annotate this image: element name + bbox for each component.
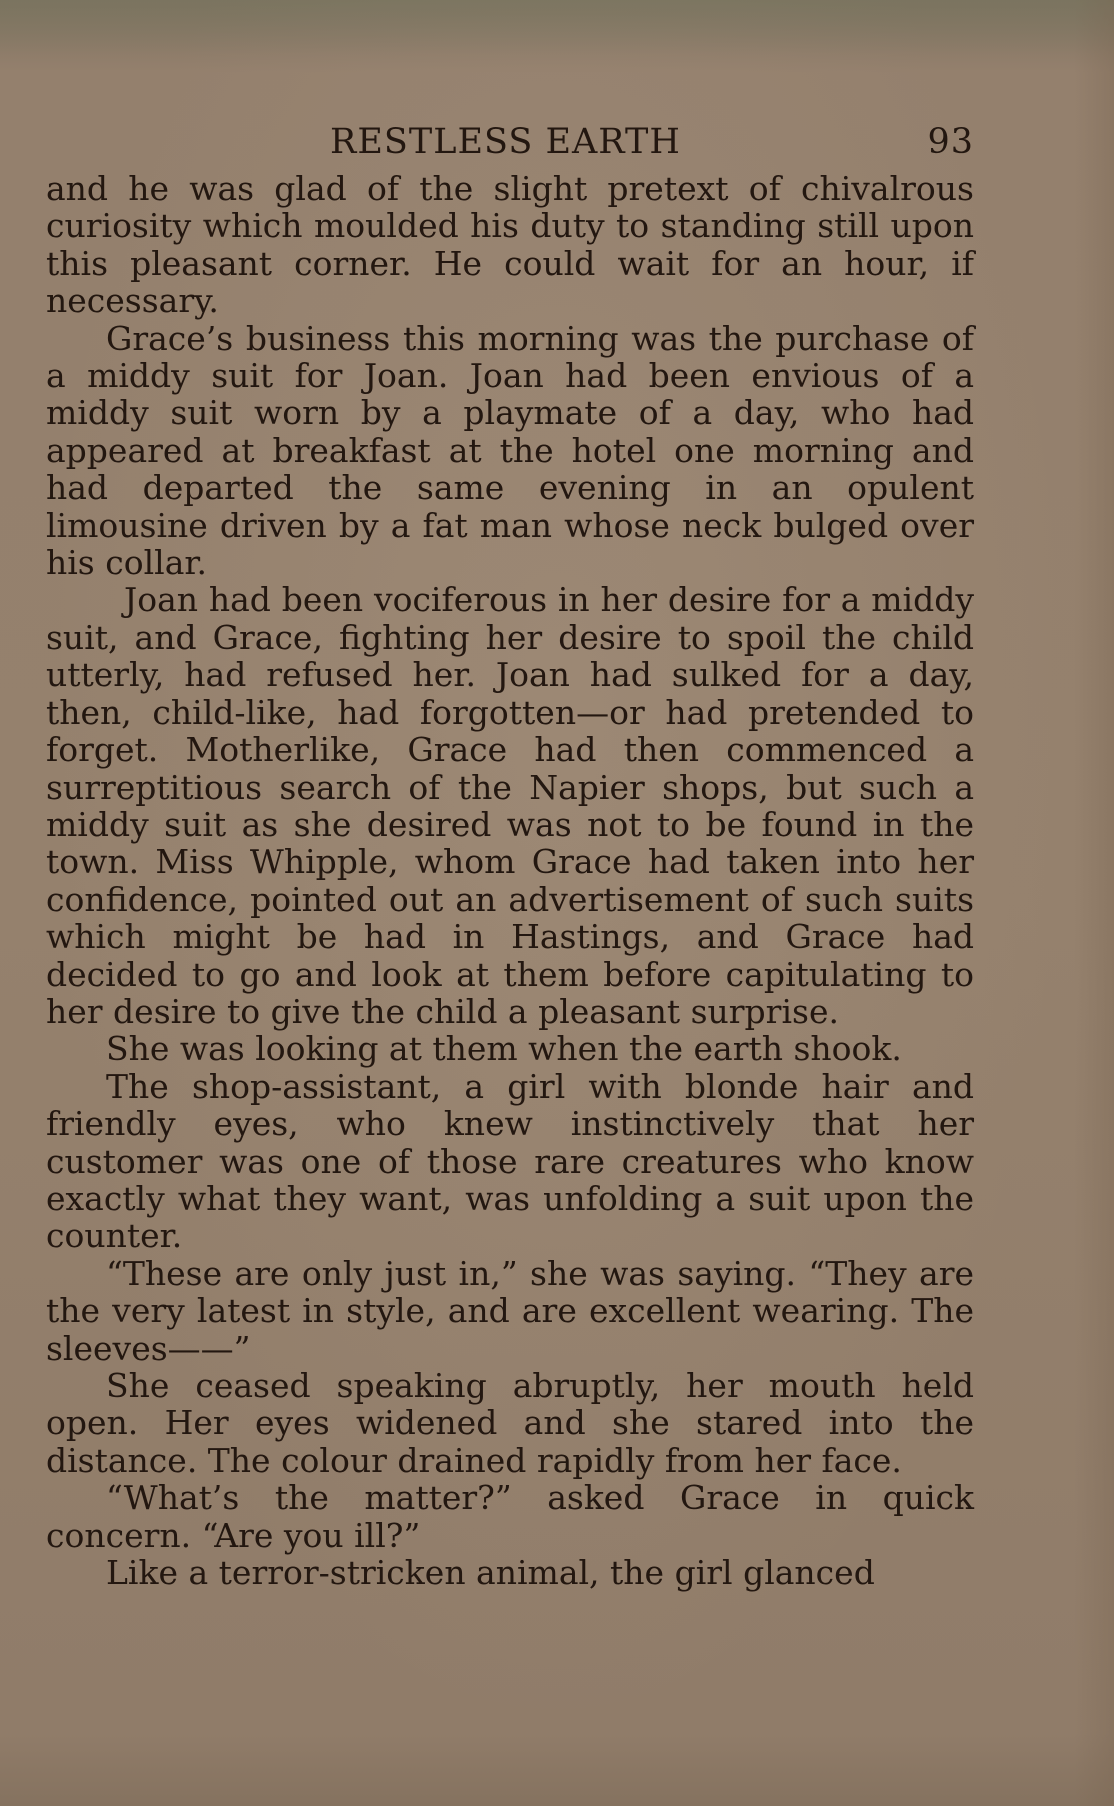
running-title: RESTLESS EARTH: [330, 122, 681, 162]
page-top-edge: [0, 0, 1114, 55]
paragraph: The shop-assistant, a girl with blonde hair and friendly eyes, who knew instinctively that her customer was one of those rare creatures who know exactly what they want, was unfolding a suit upon the counter.: [46, 1066, 974, 1256]
body-text: [46, 170, 974, 1591]
paragraph: Grace’s business this morning was the purchase of a middy suit for Joan. Joan had been envious of a middy suit worn by a playmate of a day, who had appeared at breakfast at the hotel one morning and had departed the same evening in an opulent limousine driven by a fat man whose neck bulged over his collar.: [46, 318, 974, 583]
paragraph: She was looking at them when the earth shook.: [106, 1029, 902, 1069]
running-head: [46, 118, 974, 170]
paragraph: Joan had been vociferous in her desire for a middy suit, and Grace, fighting her desire to spoil the child utterly, had refused her. Joan had sulked for a day, then, child-like, had forgotten—or had pretended to forget. Motherlike, Grace had then commenced a surreptitious search of the Napier shops, but such a middy suit as she desired was not to be found in the town. Miss Whipple, whom Grace had taken into her confidence, pointed out an advertisement of such suits which might be had in Hastings, and Grace had decided to go and look at them before capitulating to her desire to give the child a pleasant surprise.: [46, 580, 974, 1031]
book-page: [46, 118, 974, 1591]
paragraph: “These are only just in,” she was saying. “They are the very latest in style, and are excellent wearing. The sleeves——”: [46, 1253, 974, 1368]
paragraph-last-line: Like a terror-stricken animal, the girl glanced: [106, 1553, 875, 1593]
paragraph: “What’s the matter?” asked Grace in quick concern. “Are you ill?”: [46, 1478, 974, 1555]
page-right-edge: [1074, 0, 1114, 1806]
page-number: 93: [927, 122, 974, 162]
paragraph-continuation: and he was glad of the slight pretext of chivalrous curiosity which moulded his duty to standing still upon this pleasant corner. He could wait for an hour, if necessary.: [46, 169, 974, 321]
paragraph: She ceased speaking abruptly, her mouth held open. Her eyes widened and she stared into the distance. The colour drained rapidly from her face.: [46, 1366, 974, 1480]
